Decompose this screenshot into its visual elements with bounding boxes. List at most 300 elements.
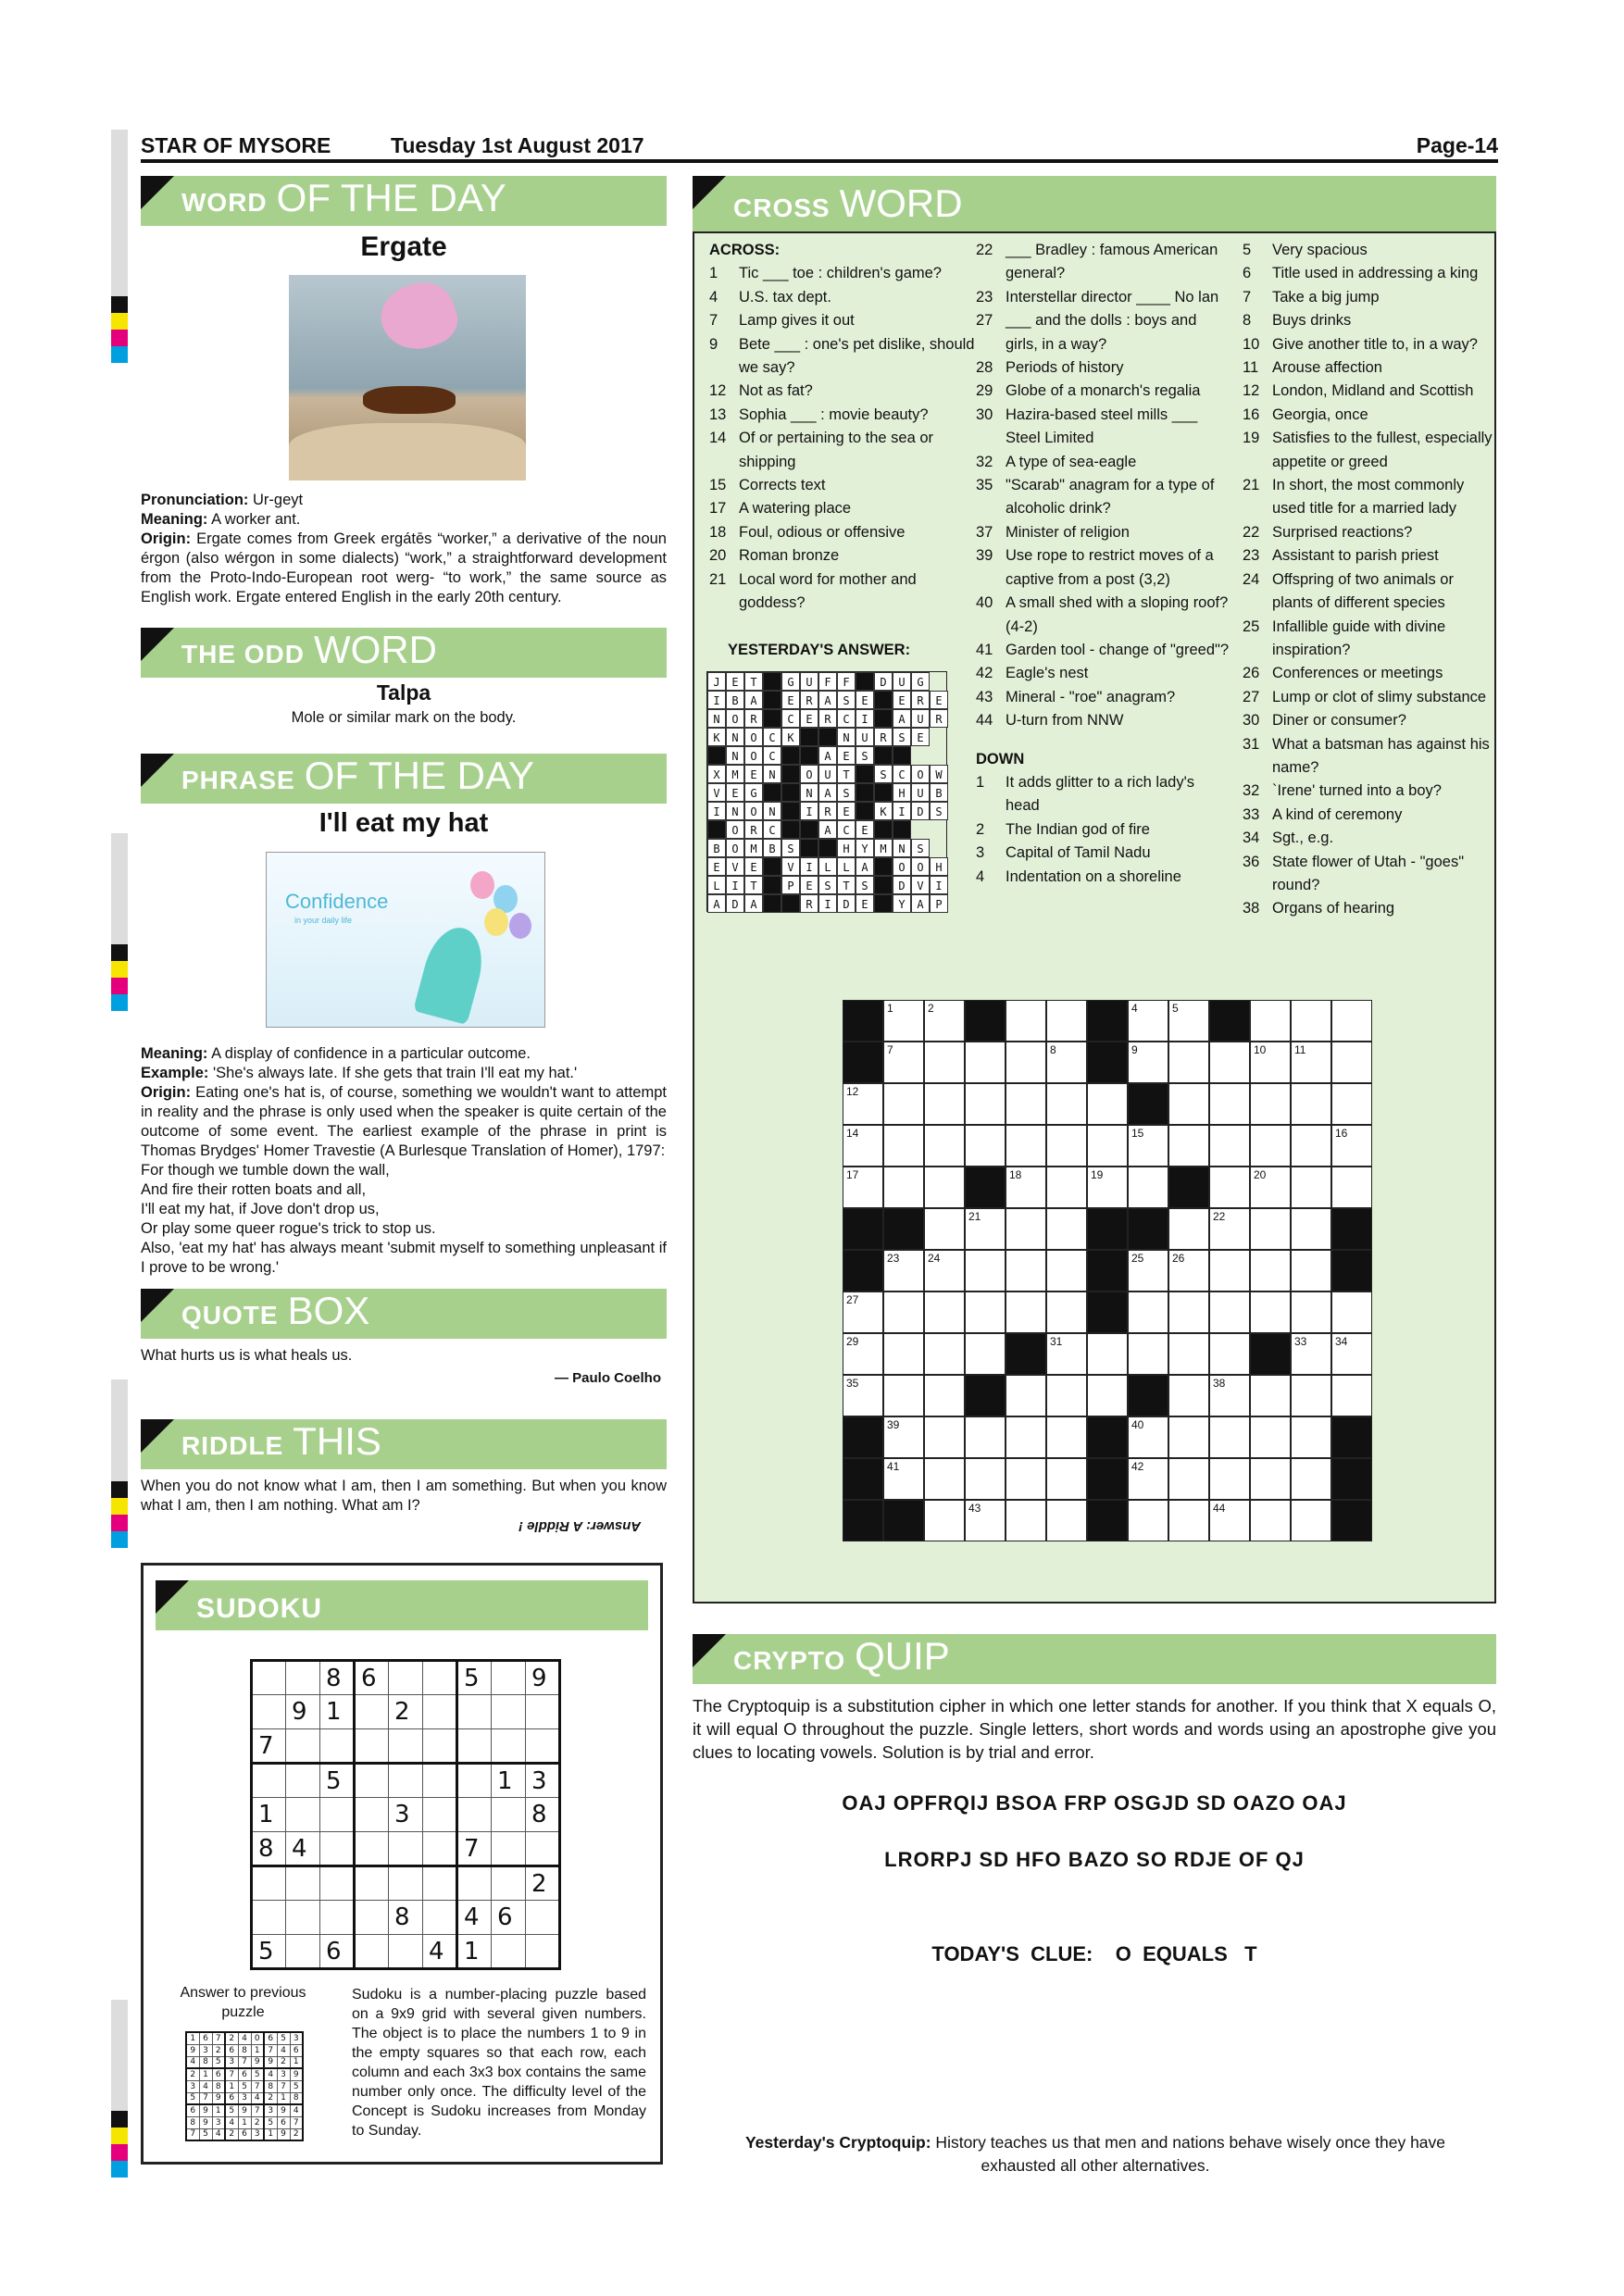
yesterday-cell: E	[744, 765, 763, 783]
sudoku-cell[interactable]	[389, 1832, 423, 1866]
crossword-clue: 27 ___ and the dolls : boys and girls, in a way?	[976, 312, 1197, 353]
crossword-cell[interactable]	[924, 1042, 965, 1083]
crossword-cell[interactable]	[1250, 1500, 1291, 1541]
crossword-cell[interactable]	[1046, 1208, 1087, 1250]
crossword-cell[interactable]	[1250, 1125, 1291, 1167]
crossword-cell[interactable]	[1209, 1125, 1250, 1167]
crossword-cell[interactable]	[965, 1416, 1006, 1458]
crossword-clue: 44 U-turn from NNW	[976, 712, 1124, 730]
crossword-cell[interactable]	[1209, 1167, 1250, 1208]
yesterday-cell: A	[818, 783, 837, 802]
sudoku-cell[interactable]	[526, 1832, 560, 1866]
yesterday-cell	[874, 857, 893, 876]
crossword-clue: 3 Capital of Tamil Nadu	[976, 844, 1151, 862]
crossword-cell[interactable]	[965, 1458, 1006, 1500]
crossword-cell[interactable]	[965, 1250, 1006, 1292]
yesterday-cell: P	[930, 894, 948, 913]
sudoku-cell[interactable]: 8	[252, 1832, 286, 1866]
crossword-cell[interactable]	[1331, 1292, 1372, 1333]
crossword-cell[interactable]	[1168, 1292, 1209, 1333]
sudoku-cell[interactable]	[355, 1695, 389, 1729]
crossword-cell	[1087, 1292, 1128, 1333]
crossword-cell[interactable]	[924, 1208, 965, 1250]
crossword-cell[interactable]	[843, 1375, 883, 1416]
crossword-cell[interactable]	[1046, 1042, 1087, 1083]
crossword-clue: 30 Diner or consumer?	[1243, 712, 1406, 730]
crossword-cell[interactable]	[1168, 1375, 1209, 1416]
sudoku-cell[interactable]: 5	[457, 1661, 492, 1695]
crossword-cell[interactable]	[1128, 1333, 1168, 1375]
crossword-cell	[843, 1500, 883, 1541]
yesterday-cell: O	[911, 765, 930, 783]
clues-column-1	[709, 239, 978, 616]
crossword-cell[interactable]	[1291, 1042, 1331, 1083]
crossword-cell[interactable]	[1168, 1083, 1209, 1125]
yesterday-cell: A	[818, 746, 837, 765]
sudoku-cell[interactable]	[423, 1695, 457, 1729]
yesterday-cell: B	[707, 839, 726, 857]
sudoku-cell[interactable]: 5	[252, 1935, 286, 1969]
crossword-cell[interactable]	[1006, 1208, 1046, 1250]
crossword-cell[interactable]	[1046, 1292, 1087, 1333]
crossword-cell[interactable]	[1209, 1250, 1250, 1292]
crossword-cell[interactable]	[1046, 1458, 1087, 1500]
clue-number: 11	[1294, 1043, 1306, 1056]
sudoku-cell[interactable]	[286, 1764, 320, 1798]
registration-marks	[111, 130, 128, 363]
yesterday-cell: I	[930, 876, 948, 894]
crossword-clue: 9 Bete ___ : one's pet dislike, should we say?	[709, 335, 975, 377]
sudoku-cell[interactable]	[355, 1764, 389, 1798]
previous-sudoku-cell: 4	[238, 2032, 251, 2044]
yesterday-cell: T	[837, 765, 856, 783]
crossword-cell[interactable]	[924, 1458, 965, 1500]
sudoku-cell[interactable]	[492, 1935, 526, 1969]
crossword-cell[interactable]	[924, 1500, 965, 1541]
sudoku-cell[interactable]: 8	[320, 1661, 355, 1695]
crossword-cell[interactable]	[1128, 1250, 1168, 1292]
sudoku-cell[interactable]	[286, 1866, 320, 1901]
crossword-cell[interactable]	[924, 1125, 965, 1167]
sudoku-cell[interactable]	[320, 1729, 355, 1764]
sudoku-cell[interactable]	[320, 1866, 355, 1901]
sudoku-cell[interactable]: 4	[457, 1901, 492, 1935]
crossword-cell[interactable]	[883, 1375, 924, 1416]
sudoku-cell[interactable]: 4	[423, 1935, 457, 1969]
crossword-cell[interactable]	[1291, 1250, 1331, 1292]
crossword-cell[interactable]	[965, 1333, 1006, 1375]
crossword-cell[interactable]	[1046, 1333, 1087, 1375]
crossword-cell[interactable]	[965, 1125, 1006, 1167]
sudoku-cell[interactable]	[423, 1729, 457, 1764]
sudoku-cell[interactable]: 6	[355, 1661, 389, 1695]
previous-sudoku-cell: 9	[264, 2056, 277, 2068]
riddle-answer: Answer: A Riddle !	[518, 1518, 642, 1534]
clue-number: 2	[928, 1002, 934, 1015]
crossword-cell[interactable]	[1209, 1208, 1250, 1250]
crossword-cell[interactable]	[1291, 1292, 1331, 1333]
sudoku-cell[interactable]	[423, 1901, 457, 1935]
crossword-cell[interactable]	[883, 1250, 924, 1292]
crossword-cell[interactable]	[1006, 1083, 1046, 1125]
sudoku-cell[interactable]	[252, 1866, 286, 1901]
clue-number: 18	[1009, 1168, 1022, 1181]
crossword-clue: 27 Lump or clot of slimy substance	[1243, 688, 1487, 705]
yesterday-cell	[763, 691, 781, 709]
word-definition: Pronunciation: Ur-geyt Meaning: A worker ant. Origin: Ergate comes from Greek ergátēs “worker,” a derivative of the noun érgon (also wérgon in some dialects) “work,” a straightforward development from the Proto-Indo-European root werg- “to work,” the same source as English work. Ergate entered English in the early 20th century.	[141, 492, 667, 605]
crossword-cell[interactable]	[1168, 1458, 1209, 1500]
crossword-cell[interactable]	[1331, 1167, 1372, 1208]
sudoku-cell[interactable]: 1	[252, 1798, 286, 1832]
yesterday-cell: S	[837, 783, 856, 802]
crossword-cell[interactable]	[1046, 1250, 1087, 1292]
crossword-cell[interactable]	[1087, 1083, 1128, 1125]
crossword-cell[interactable]	[1250, 1458, 1291, 1500]
crossword-cell[interactable]	[1291, 1208, 1331, 1250]
crossword-cell[interactable]	[883, 1083, 924, 1125]
crossword-cell[interactable]	[1046, 1167, 1087, 1208]
yesterday-cell: S	[837, 691, 856, 709]
crossword-cell[interactable]	[1168, 1416, 1209, 1458]
crossword-cell[interactable]	[1087, 1375, 1128, 1416]
yesterday-cell: D	[874, 672, 893, 691]
yesterday-cell: R	[818, 709, 837, 728]
sudoku-cell[interactable]	[457, 1764, 492, 1798]
clue-number: 29	[846, 1335, 859, 1348]
sudoku-cell[interactable]	[457, 1729, 492, 1764]
crossword-cell[interactable]	[924, 1292, 965, 1333]
crossword-cell[interactable]	[1087, 1333, 1128, 1375]
crossword-cell[interactable]	[1209, 1500, 1250, 1541]
sudoku-cell[interactable]: 4	[286, 1832, 320, 1866]
sudoku-cell[interactable]	[492, 1832, 526, 1866]
sudoku-cell[interactable]	[355, 1866, 389, 1901]
crossword-cell[interactable]	[1209, 1042, 1250, 1083]
crossword-cell[interactable]	[1250, 1167, 1291, 1208]
yesterday-cell: I	[856, 709, 874, 728]
crossword-cell[interactable]	[1168, 1500, 1209, 1541]
crossword-cell[interactable]	[1006, 1416, 1046, 1458]
yesterday-cell: N	[726, 802, 744, 820]
sudoku-cell[interactable]	[286, 1661, 320, 1695]
yesterday-cell: R	[744, 820, 763, 839]
clue-number: 27	[846, 1293, 859, 1306]
crossword-cell[interactable]	[843, 1083, 883, 1125]
yesterday-cell: N	[763, 802, 781, 820]
crossword-cell[interactable]	[1128, 1500, 1168, 1541]
sudoku-cell[interactable]: 6	[320, 1935, 355, 1969]
sudoku-cell[interactable]	[286, 1935, 320, 1969]
sudoku-cell[interactable]	[355, 1729, 389, 1764]
sudoku-cell[interactable]: 3	[526, 1764, 560, 1798]
crossword-cell[interactable]	[1168, 1125, 1209, 1167]
yesterday-cell: E	[856, 691, 874, 709]
yesterday-cell: S	[856, 876, 874, 894]
crossword-cell[interactable]	[1006, 1167, 1046, 1208]
crossword-cell[interactable]	[1331, 1125, 1372, 1167]
crossword-cell	[1128, 1083, 1168, 1125]
sudoku-cell[interactable]	[492, 1661, 526, 1695]
sudoku-cell[interactable]: 1	[320, 1695, 355, 1729]
crossword-cell[interactable]	[1291, 1416, 1331, 1458]
crossword-cell[interactable]	[1209, 1458, 1250, 1500]
sudoku-cell[interactable]	[457, 1695, 492, 1729]
clue-number: 42	[1131, 1460, 1144, 1473]
clue-number: 16	[1335, 1127, 1348, 1140]
crossword-cell[interactable]	[843, 1333, 883, 1375]
crossword-cell[interactable]	[1046, 1500, 1087, 1541]
crossword-cell[interactable]	[1291, 1125, 1331, 1167]
sudoku-cell[interactable]	[457, 1866, 492, 1901]
crossword-cell[interactable]	[843, 1125, 883, 1167]
yesterday-cell	[781, 802, 800, 820]
sudoku-cell[interactable]	[389, 1866, 423, 1901]
crossword-cell[interactable]	[1128, 1125, 1168, 1167]
sudoku-cell[interactable]: 8	[526, 1798, 560, 1832]
previous-sudoku-cell: 7	[186, 2128, 199, 2140]
crossword-cell[interactable]	[1331, 1375, 1372, 1416]
sudoku-cell[interactable]: 2	[389, 1695, 423, 1729]
crossword-cell[interactable]	[924, 1167, 965, 1208]
crossword-cell[interactable]	[1250, 1250, 1291, 1292]
sudoku-cell[interactable]	[457, 1798, 492, 1832]
crossword-cell[interactable]	[883, 1416, 924, 1458]
crossword-cell[interactable]	[883, 1292, 924, 1333]
sudoku-cell[interactable]	[526, 1935, 560, 1969]
crossword-cell[interactable]	[1209, 1333, 1250, 1375]
crossword-cell[interactable]	[1006, 1292, 1046, 1333]
sudoku-cell[interactable]	[389, 1764, 423, 1798]
sudoku-cell[interactable]	[389, 1935, 423, 1969]
crossword-cell[interactable]	[1250, 1083, 1291, 1125]
sudoku-cell[interactable]: 8	[389, 1901, 423, 1935]
crossword-cell[interactable]	[1250, 1000, 1291, 1042]
crossword-cell[interactable]	[1209, 1292, 1250, 1333]
crossword-cell[interactable]	[1046, 1000, 1087, 1042]
crossword-cell[interactable]	[1168, 1333, 1209, 1375]
sudoku-cell[interactable]	[423, 1764, 457, 1798]
crossword-cell[interactable]	[1168, 1000, 1209, 1042]
sudoku-cell[interactable]: 7	[457, 1832, 492, 1866]
crossword-cell[interactable]	[1046, 1416, 1087, 1458]
crossword-cell[interactable]	[1168, 1250, 1209, 1292]
yesterday-cell: U	[911, 783, 930, 802]
yesterday-cell: A	[911, 894, 930, 913]
crossword-cell[interactable]	[1209, 1416, 1250, 1458]
crossword-cell[interactable]	[883, 1042, 924, 1083]
crossword-cell[interactable]	[965, 1292, 1006, 1333]
sudoku-cell[interactable]: 1	[457, 1935, 492, 1969]
sudoku-cell[interactable]	[526, 1901, 560, 1935]
crossword-cell	[1331, 1416, 1372, 1458]
crossword-cell[interactable]	[883, 1333, 924, 1375]
sudoku-cell[interactable]	[252, 1661, 286, 1695]
sudoku-cell[interactable]: 1	[492, 1764, 526, 1798]
yesterday-cell: S	[781, 839, 800, 857]
crossword-cell[interactable]	[1087, 1125, 1128, 1167]
clue-number: 7	[887, 1043, 893, 1056]
sudoku-cell[interactable]	[423, 1798, 457, 1832]
sudoku-cell[interactable]	[286, 1729, 320, 1764]
previous-sudoku-cell: 7	[251, 2080, 264, 2092]
sudoku-cell[interactable]	[286, 1798, 320, 1832]
crossword-cell[interactable]	[1331, 1333, 1372, 1375]
crossword-cell	[1168, 1167, 1209, 1208]
yesterday-cell: U	[893, 672, 911, 691]
clue-number: 35	[846, 1377, 859, 1390]
previous-sudoku-cell: 2	[277, 2056, 290, 2068]
crossword-cell[interactable]	[1291, 1458, 1331, 1500]
yesterday-cell: N	[707, 709, 726, 728]
yesterday-cell: O	[726, 839, 744, 857]
sudoku-cell[interactable]: 6	[492, 1901, 526, 1935]
crossword-cell[interactable]	[924, 1375, 965, 1416]
crossword-cell[interactable]	[1331, 1083, 1372, 1125]
crossword-cell[interactable]	[965, 1083, 1006, 1125]
page-number: Page-14	[1416, 133, 1498, 157]
sudoku-cell[interactable]	[492, 1798, 526, 1832]
previous-sudoku-cell: 6	[199, 2032, 212, 2044]
crossword-cell[interactable]	[1168, 1208, 1209, 1250]
crossword-clue: 11 Arouse affection	[1243, 359, 1382, 377]
sudoku-cell[interactable]	[355, 1832, 389, 1866]
crossword-cell[interactable]	[1046, 1375, 1087, 1416]
crossword-cell[interactable]	[1006, 1375, 1046, 1416]
yesterday-cell	[818, 728, 837, 746]
sudoku-cell[interactable]	[252, 1764, 286, 1798]
crossword-cell	[1331, 1500, 1372, 1541]
crossword-cell[interactable]	[883, 1167, 924, 1208]
crossword-cell[interactable]	[965, 1208, 1006, 1250]
previous-sudoku-cell: 6	[264, 2032, 277, 2044]
previous-answer-label: Answer to previous puzzle	[180, 1985, 306, 2020]
sudoku-description: Sudoku is a number-placing puzzle based on a 9x9 grid with several given numbers. The object is to place the numbers 1 to 9 in the empty squares so that each row, each column and each 3x3 box contains the same number only once. The difficulty level of the Concept is Sudoku increases from Monday to Sunday.	[352, 1987, 646, 2139]
sudoku-cell[interactable]	[492, 1866, 526, 1901]
sudoku-cell[interactable]	[355, 1901, 389, 1935]
sudoku-cell[interactable]: 9	[526, 1661, 560, 1695]
sudoku-cell[interactable]: 7	[252, 1729, 286, 1764]
crossword-cell[interactable]	[1291, 1167, 1331, 1208]
crossword-clue: 41 Garden tool - change of "greed"?	[976, 641, 1230, 658]
crossword-cell[interactable]	[1250, 1416, 1291, 1458]
crossword-cell	[965, 1375, 1006, 1416]
crossword-cell[interactable]	[1128, 1167, 1168, 1208]
sudoku-cell[interactable]: 5	[320, 1764, 355, 1798]
crossword-cell[interactable]	[1128, 1042, 1168, 1083]
crossword-cell[interactable]	[1006, 1250, 1046, 1292]
crossword-cell[interactable]	[1168, 1042, 1209, 1083]
crossword-cell[interactable]	[1291, 1500, 1331, 1541]
crossword-cell[interactable]	[883, 1458, 924, 1500]
sudoku-cell[interactable]	[423, 1866, 457, 1901]
sudoku-cell[interactable]: 2	[526, 1866, 560, 1901]
sudoku-cell[interactable]	[286, 1901, 320, 1935]
sudoku-cell[interactable]	[423, 1832, 457, 1866]
sudoku-cell[interactable]	[492, 1729, 526, 1764]
crossword-cell[interactable]	[1250, 1292, 1291, 1333]
previous-sudoku-cell: 5	[212, 2056, 225, 2068]
crossword-cell[interactable]	[1209, 1375, 1250, 1416]
crossword-cell[interactable]	[924, 1416, 965, 1458]
sudoku-cell[interactable]	[423, 1661, 457, 1695]
crossword-cell[interactable]	[1128, 1416, 1168, 1458]
sudoku-cell[interactable]	[355, 1935, 389, 1969]
sudoku-cell[interactable]	[320, 1832, 355, 1866]
crossword-cell[interactable]	[1250, 1375, 1291, 1416]
crossword-cell[interactable]	[1006, 1042, 1046, 1083]
crossword-cell[interactable]	[1331, 1000, 1372, 1042]
sudoku-cell[interactable]	[252, 1901, 286, 1935]
crossword-clue: 21 Local word for mother and goddess?	[709, 570, 917, 612]
crossword-cell[interactable]	[924, 1000, 965, 1042]
crossword-cell[interactable]	[924, 1083, 965, 1125]
sudoku-cell[interactable]	[526, 1695, 560, 1729]
previous-sudoku-cell: 7	[212, 2032, 225, 2044]
crossword-cell[interactable]	[1128, 1000, 1168, 1042]
crossword-cell[interactable]	[1006, 1500, 1046, 1541]
crossword-cell[interactable]	[1291, 1000, 1331, 1042]
crossword-cell[interactable]	[965, 1500, 1006, 1541]
sudoku-cell[interactable]	[492, 1695, 526, 1729]
previous-sudoku-cell: 0	[251, 2032, 264, 2044]
sudoku-cell[interactable]	[252, 1695, 286, 1729]
banner-title: WORD	[181, 188, 268, 217]
sudoku-cell[interactable]	[355, 1798, 389, 1832]
crossword-cell[interactable]	[1087, 1167, 1128, 1208]
crossword-clue: 22 Surprised reactions?	[1243, 523, 1413, 541]
crossword-cell[interactable]	[1006, 1000, 1046, 1042]
sudoku-cell[interactable]	[389, 1661, 423, 1695]
crossword-cell[interactable]	[1006, 1458, 1046, 1500]
crossword-cell[interactable]	[1006, 1125, 1046, 1167]
yesterday-cell: J	[707, 672, 726, 691]
sudoku-cell[interactable]: 9	[286, 1695, 320, 1729]
sudoku-cell[interactable]	[320, 1798, 355, 1832]
sudoku-cell[interactable]	[526, 1729, 560, 1764]
sudoku-cell[interactable]: 3	[389, 1798, 423, 1832]
crossword-cell[interactable]	[924, 1250, 965, 1292]
crossword-cell[interactable]	[1128, 1292, 1168, 1333]
crossword-cell[interactable]	[1046, 1083, 1087, 1125]
clue-number: 14	[846, 1127, 859, 1140]
crossword-cell[interactable]	[1291, 1333, 1331, 1375]
riddle-banner: RIDDLE THIS	[141, 1419, 667, 1469]
crossword-cell[interactable]	[883, 1000, 924, 1042]
crossword-cell[interactable]	[843, 1167, 883, 1208]
crossword-cell[interactable]	[1250, 1208, 1291, 1250]
yesterday-cell: E	[707, 857, 726, 876]
sudoku-cell[interactable]	[389, 1729, 423, 1764]
crossword-cell[interactable]	[1291, 1375, 1331, 1416]
crossword-cell[interactable]	[1291, 1083, 1331, 1125]
yesterday-cell: O	[744, 728, 763, 746]
crossword-cell[interactable]	[843, 1292, 883, 1333]
crossword-cell[interactable]	[1046, 1125, 1087, 1167]
previous-sudoku-cell: 6	[212, 2068, 225, 2080]
crossword-cell[interactable]	[1128, 1458, 1168, 1500]
crossword-clue: 1 It adds glitter to a rich lady's head	[976, 773, 1194, 815]
crossword-cell[interactable]	[1331, 1042, 1372, 1083]
yesterday-cell: A	[818, 691, 837, 709]
crossword-cell[interactable]	[1250, 1042, 1291, 1083]
crossword-cell[interactable]	[965, 1042, 1006, 1083]
crossword-clue: 16 Georgia, once	[1243, 406, 1368, 423]
sudoku-cell[interactable]	[320, 1901, 355, 1935]
crossword-clue: 38 Organs of hearing	[1243, 900, 1395, 917]
crossword-cell[interactable]	[883, 1125, 924, 1167]
crossword-cell[interactable]	[924, 1333, 965, 1375]
crossword-cell[interactable]	[1209, 1083, 1250, 1125]
